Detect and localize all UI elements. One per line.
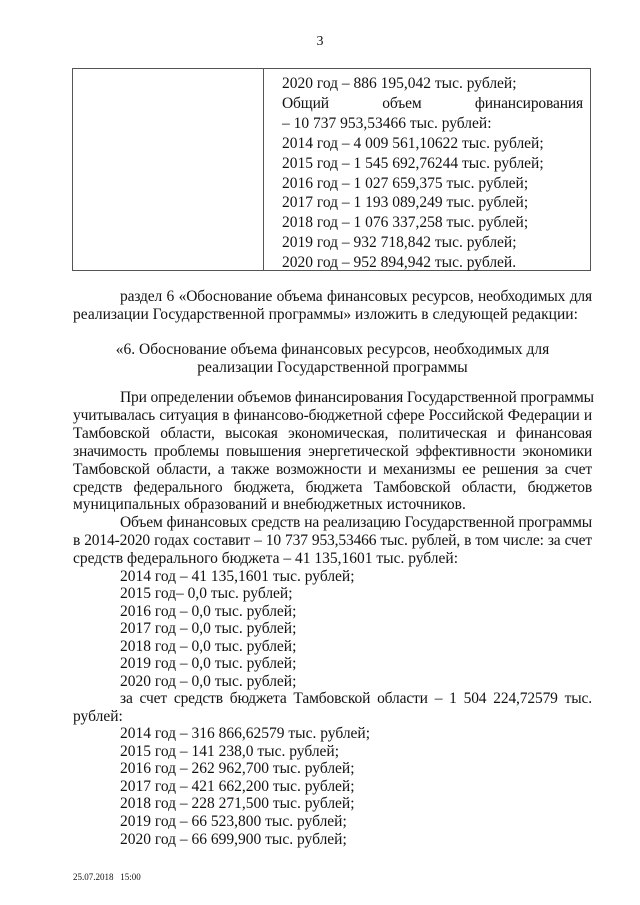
list-item: 2014 год – 316 866,62579 тыс. рублей; (120, 725, 371, 743)
text-line: средств федерального бюджета, бюджета Тамбовской области, бюджетов (73, 478, 592, 496)
list-item: 2014 год – 41 135,1601 тыс. рублей; (120, 568, 355, 586)
list-item: 2018 год – 228 271,500 тыс. рублей; (120, 795, 355, 813)
page-number: 3 (316, 34, 324, 49)
section-heading (73, 341, 592, 377)
text-line: значимость проблемы повышения энергетической эффективности экономики (73, 442, 592, 460)
paragraph-determination (73, 389, 592, 848)
text-line: При определении объемов финансирования Государственной программы (120, 389, 594, 406)
table-line: – 10 737 953,53466 тыс. рублей: (282, 114, 492, 132)
list-item: 2017 год – 0,0 тыс. рублей; (120, 620, 297, 638)
text-line: средств федерального бюджета – 41 135,1601 тыс. рублей: (73, 550, 459, 568)
text-line: реализации Государственной программы» изложить в следующей редакции: (73, 305, 578, 323)
list-item: 2019 год – 0,0 тыс. рублей; (120, 655, 297, 673)
list-item: 2018 год – 0,0 тыс. рублей; (120, 637, 297, 655)
table-line: 2018 год – 1 076 337,258 тыс. рублей; (282, 214, 529, 232)
financing-table (72, 68, 591, 271)
list-item: 2016 год – 262 962,700 тыс. рублей; (120, 760, 355, 778)
table-cell-financing (282, 74, 583, 273)
heading-line: реализации Государственной программы (197, 358, 468, 376)
text-line: учитывалась ситуация в финансово-бюджетной сфере Российской Федерации и (73, 406, 592, 424)
table-line: 2015 год – 1 545 692,76244 тыс. рублей; (282, 154, 544, 172)
text-line: рублей: (73, 707, 123, 725)
heading-line: «6. Обоснование объема финансовых ресурсов, необходимых для (115, 341, 550, 358)
list-item: 2015 год– 0,0 тыс. рублей; (120, 585, 293, 603)
table-line: 2016 год – 1 027 659,375 тыс. рублей; (282, 174, 529, 192)
list-item: 2020 год – 66 699,900 тыс. рублей; (120, 830, 347, 848)
table-column-divider (263, 69, 264, 270)
text-line: Тамбовской области, а также возможности и механизмы ее решения за счет (73, 460, 592, 478)
table-line: 2020 год – 886 195,042 тыс. рублей; (282, 75, 517, 92)
text-line: Тамбовской области, высокая экономическая, политическая и финансовая (73, 424, 592, 442)
text-line: в 2014-2020 годах составит – 10 737 953,53466 тыс. рублей, в том числе: за счет (73, 532, 592, 550)
list-item: 2020 год – 0,0 тыс. рублей; (120, 672, 297, 690)
table-line: Общий объем финансирования (282, 94, 583, 112)
text-line: раздел 6 «Обоснование объема финансовых ресурсов, необходимых для (120, 288, 592, 305)
footer-timestamp: 25.07.2018 15:00 (73, 872, 141, 882)
table-line: 2020 год – 952 894,942 тыс. рублей. (282, 254, 517, 272)
table-line: 2014 год – 4 009 561,10622 тыс. рублей; (282, 134, 544, 152)
text-line: муниципальных образований и внебюджетных источников. (73, 496, 466, 514)
regional-years-list (73, 725, 592, 848)
table-line: 2019 год – 932 718,842 тыс. рублей; (282, 234, 517, 252)
text-line: за счет средств бюджета Тамбовской области – 1 504 224,72579 тыс. (120, 689, 592, 707)
federal-years-list (73, 568, 592, 690)
list-item: 2015 год – 141 238,0 тыс. рублей; (120, 742, 340, 760)
list-item: 2016 год – 0,0 тыс. рублей; (120, 602, 297, 620)
list-item: 2019 год – 66 523,800 тыс. рублей; (120, 813, 347, 831)
list-item: 2017 год – 421 662,200 тыс. рублей; (120, 777, 355, 795)
text-line: Объем финансовых средств на реализацию Государственной программы (120, 514, 592, 532)
intro-paragraph (73, 288, 592, 324)
table-line: 2017 год – 1 193 089,249 тыс. рублей; (282, 194, 529, 212)
